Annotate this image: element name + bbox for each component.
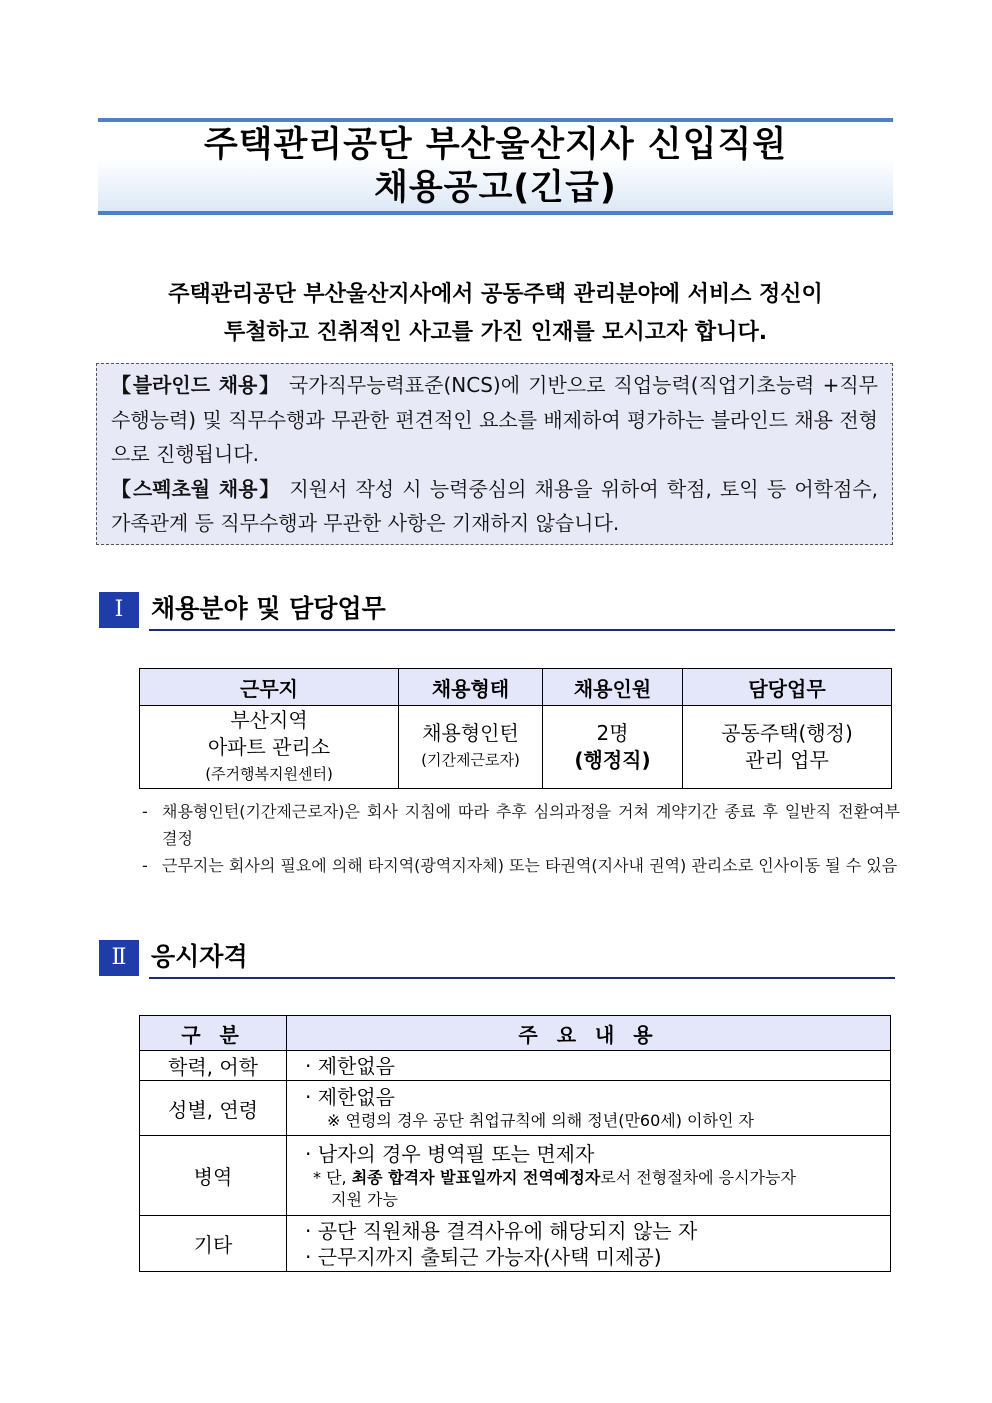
cell-type <box>399 706 543 789</box>
education-line: · 제한없음 <box>305 1053 395 1078</box>
military-sub <box>305 1167 890 1189</box>
location-line2: 아파트 관리소 <box>207 734 331 759</box>
recruitment-header-row <box>140 669 892 706</box>
duty-line1: 공동주택(행정) <box>721 721 853 745</box>
cat-gender-age: 성별, 연령 <box>140 1081 287 1136</box>
row-etc <box>140 1216 891 1272</box>
cell-location <box>140 706 399 789</box>
row-education <box>140 1051 891 1081</box>
section1-underline <box>149 629 895 631</box>
etc-line1: · 공단 직원채용 결격사유에 해당되지 않는 자 <box>305 1218 698 1243</box>
section1-number: Ⅰ <box>99 592 139 628</box>
blind-hiring-paragraph <box>111 368 878 472</box>
content-military <box>287 1136 891 1216</box>
cell-duty <box>683 706 892 789</box>
section2-heading <box>99 940 895 978</box>
note-text: 근무지는 회사의 필요에 의해 타지역(광역지자체) 또는 타권역(지사내 권역) 관리소로 인사이동 될 수 있음 <box>162 856 898 875</box>
note-item <box>140 798 900 852</box>
section1-heading <box>99 592 895 630</box>
row-military <box>140 1136 891 1216</box>
blind-hiring-text: 국가직무능력표준(NCS)에 기반으로 직업능력(직업기초능력 +직무수행능력) 및 직무수행과 무관한 편견적인 요소를 배제하여 평가하는 블라인드 채용 전형으로 진행됩니다. <box>111 373 878 466</box>
page-title-line2: 채용공고(긴급) <box>374 168 617 208</box>
cat-education: 학력, 어학 <box>140 1051 287 1081</box>
cat-military: 병역 <box>140 1136 287 1216</box>
recruitment-table <box>139 668 892 789</box>
spec-hiring-paragraph <box>111 472 878 541</box>
note-item <box>140 852 900 879</box>
blind-hiring-label: 【블라인드 채용】 <box>111 373 281 397</box>
recruitment-row <box>140 706 892 789</box>
content-education <box>287 1051 891 1081</box>
gender-sub: ※ 연령의 경우 공단 취업규칙에 의해 정년(만60세) 이하인 자 <box>327 1111 754 1130</box>
type-line2: (기간제근로자) <box>421 751 520 769</box>
cat-etc: 기타 <box>140 1216 287 1272</box>
duty-line2: 관리 업무 <box>745 748 829 772</box>
intro-text <box>98 276 893 352</box>
row-gender-age <box>140 1081 891 1136</box>
military-line: · 남자의 경우 병역필 또는 면제자 <box>305 1141 595 1166</box>
header-content: 주 요 내 용 <box>287 1016 891 1051</box>
header-type: 채용형태 <box>399 669 543 706</box>
spec-hiring-label: 【스펙초월 채용】 <box>111 476 282 501</box>
military-sub-bold: 최종 합격자 발표일까지 전역예정자 <box>351 1167 601 1187</box>
notice-box <box>96 363 893 545</box>
title-box <box>98 118 893 215</box>
page-title-line1: 주택관리공단 부산울산지사 신입직원 <box>203 125 788 165</box>
header-duty: 담당업무 <box>683 669 892 706</box>
count-line1: 2명 <box>596 721 629 745</box>
note-dash: - <box>142 856 148 875</box>
note-text: 채용형인턴(기간제근로자)은 회사 지침에 따라 추후 심의과정을 거쳐 계약기간 종료 후 일반직 전환여부 결정 <box>162 802 900 848</box>
etc-line2: · 근무지까지 출퇴근 가능자(사택 미제공) <box>305 1244 662 1269</box>
section2-number: Ⅱ <box>99 940 139 976</box>
military-sub-post: 로서 전형절차에 응시가능자 <box>600 1167 796 1187</box>
section2-underline <box>149 977 895 979</box>
count-line2: (행정직) <box>574 748 651 772</box>
header-count: 채용인원 <box>543 669 683 706</box>
section2-title: 응시자격 <box>151 942 248 971</box>
location-line1: 부산지역 <box>230 707 308 732</box>
content-gender-age <box>287 1081 891 1136</box>
section1-notes <box>140 798 900 879</box>
military-sub-pre: * 단, <box>313 1167 352 1187</box>
spec-hiring-text: 지원서 작성 시 능력중심의 채용을 위하여 학점, 토익 등 어학점수, 가족관계 등 직무수행과 무관한 사항은 기재하지 않습니다. <box>111 476 878 535</box>
cell-count <box>543 706 683 789</box>
gender-line: · 제한없음 <box>305 1085 395 1109</box>
note-dash: - <box>142 802 148 821</box>
military-sub-cont: 지원 가능 <box>331 1189 398 1209</box>
location-line3: (주거행복지원센터) <box>205 764 333 783</box>
content-etc <box>287 1216 891 1272</box>
intro-line1: 주택관리공단 부산울산지사에서 공동주택 관리분야에 서비스 정신이 <box>168 282 823 307</box>
header-location: 근무지 <box>140 669 399 706</box>
header-category: 구 분 <box>140 1016 287 1051</box>
eligibility-header-row <box>140 1016 891 1051</box>
intro-line2: 투철하고 진취적인 사고를 가진 인재를 모시고자 합니다. <box>223 320 768 345</box>
type-line1: 채용형인턴 <box>422 721 519 745</box>
eligibility-table <box>139 1015 891 1272</box>
section1-title: 채용분야 및 담당업무 <box>151 594 386 623</box>
